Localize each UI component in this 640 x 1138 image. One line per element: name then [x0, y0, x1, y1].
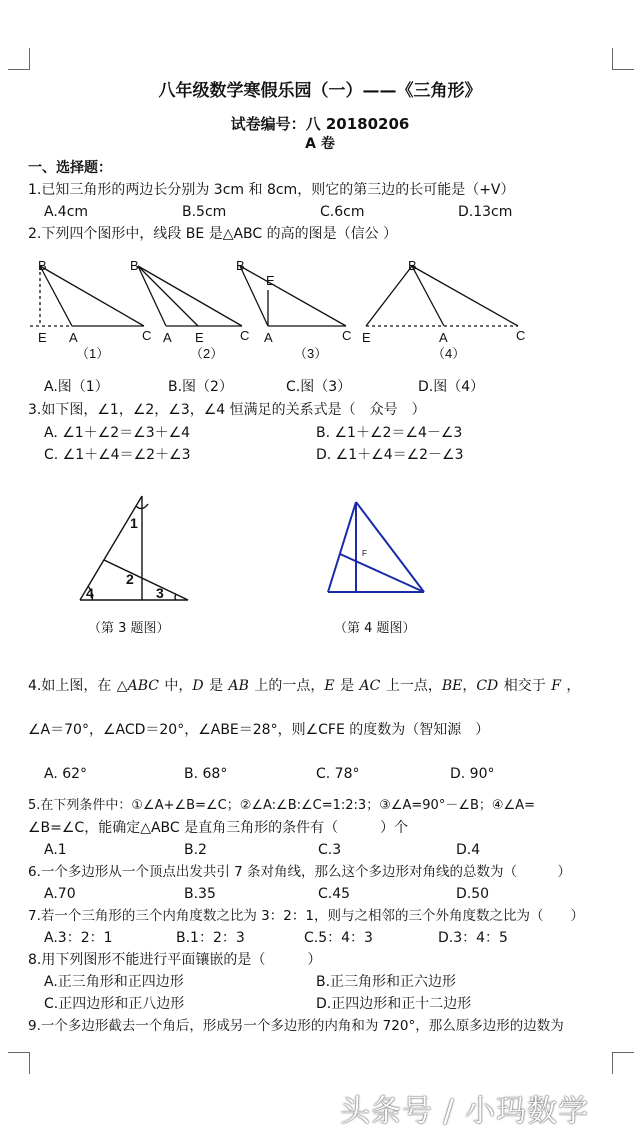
fig4q2-caption: （4） — [432, 346, 466, 361]
fig-q3-arc-3 — [175, 594, 176, 600]
fig1-label-c: C — [142, 328, 152, 343]
fig1-label-e: E — [38, 330, 47, 345]
fig4q2-label-e: E — [362, 330, 371, 345]
fig3q2-label-e: E — [266, 273, 275, 288]
fig3q2-caption: （3） — [294, 346, 328, 361]
q4-text-6: ， — [462, 678, 477, 694]
q6-option-c: C.45 — [318, 886, 351, 902]
fig-q3-label-1: 1 — [130, 515, 138, 531]
q4-text-7: 相交于 — [498, 678, 552, 694]
volume-label: A 卷 — [305, 136, 335, 152]
q2-option-a: A.图（1） — [44, 379, 109, 395]
fig-q4-cevian-be — [340, 554, 424, 592]
document-title: 八年级数学寒假乐园（一）——《三角形》 — [158, 81, 482, 101]
question-3-stem: 3.如下图，∠1，∠2，∠3，∠4 恒满足的关系式是（ 众号 ） — [28, 402, 426, 418]
q4-text-1: 中， — [158, 678, 193, 694]
fig2-label-b: B — [130, 258, 139, 273]
question-2-stem: 2.下列四个图形中，线段 BE 是△ABC 的高的图是（信公 ） — [28, 226, 398, 242]
q4-var-e: E — [324, 678, 335, 694]
q4-var-f: F — [551, 678, 561, 694]
q7-option-d: D.3：4：5 — [438, 930, 508, 946]
fig2-label-e: E — [195, 330, 204, 345]
q3-option-b: B. ∠1＋∠2＝∠4－∠3 — [316, 425, 463, 441]
fig2-side-ba — [138, 266, 166, 326]
q3-option-d: D. ∠1＋∠4＝∠2－∠3 — [316, 447, 464, 463]
fig3q2-side-bc — [240, 266, 346, 326]
q4-text-5: 上一点， — [380, 678, 442, 694]
q1-option-c: C.6cm — [320, 204, 365, 220]
figure-question-3 — [70, 490, 210, 610]
q5-option-c: C.3 — [318, 842, 342, 858]
q4-option-b: B. 68° — [184, 766, 228, 782]
fig-q4-label-f: F — [362, 549, 367, 558]
q4-option-d: D. 90° — [450, 766, 495, 782]
q3-option-a: A. ∠1＋∠2＝∠3＋∠4 — [44, 425, 191, 441]
fig2-side-bc — [138, 266, 242, 326]
q6-option-a: A.70 — [44, 886, 76, 902]
q4-var-cd: CD — [476, 678, 499, 694]
fig-q3-label-3: 3 — [156, 585, 164, 601]
fig3q2-side-ba — [240, 266, 268, 326]
question-1-stem: 1.已知三角形的两边长分别为 3cm 和 8cm，则它的第三边的长可能是（+V） — [28, 182, 515, 198]
q1-option-b: B.5cm — [182, 204, 227, 220]
q8-option-a: A.正三角形和正四边形 — [44, 974, 184, 990]
fig4q2-label-a: A — [439, 330, 448, 345]
q2-option-d: D.图（4） — [418, 379, 485, 395]
fig-q4-side-right — [356, 502, 424, 592]
q4-text-2: 是 — [203, 678, 229, 694]
fig3q2-label-a: A — [264, 330, 273, 345]
question-4-line-1 — [28, 676, 580, 696]
q2-option-c: C.图（3） — [286, 379, 352, 395]
q8-option-c: C.正四边形和正八边形 — [44, 996, 185, 1012]
q4-option-a: A. 62° — [44, 766, 88, 782]
crop-mark-bottom-right — [612, 1052, 634, 1074]
q4-var-ac: AC — [359, 678, 381, 694]
figure-3-caption: （第 3 题图） — [88, 621, 170, 636]
question-5-line-2: ∠B=∠C，能确定△ABC 是直角三角形的条件有（ ）个 — [28, 820, 409, 836]
q4-var-be: BE — [441, 678, 463, 694]
q4-var-ab: AB — [228, 678, 249, 694]
q6-option-d: D.50 — [456, 886, 490, 902]
crop-mark-top-right — [612, 48, 634, 70]
q4-var-abc: ABC — [127, 678, 159, 694]
fig1-label-b: B — [38, 258, 47, 273]
q2-figures — [20, 250, 620, 370]
question-8-stem: 8.用下列图形不能进行平面镶嵌的是（ ） — [28, 952, 322, 968]
fig1-label-a: A — [69, 330, 78, 345]
watermark: 头条号 / 小玛数学 — [340, 1094, 590, 1129]
question-7-stem: 7.若一个三角形的三个内角度数之比为 3：2：1，则与之相邻的三个外角度数之比为（ ） — [28, 908, 584, 924]
crop-mark-bottom-left — [8, 1052, 30, 1074]
question-6-stem: 6.一个多边形从一个顶点出发共引 7 条对角线，那么这个多边形对角线的总数为（ ） — [28, 864, 572, 880]
fig2-caption: （2） — [190, 346, 224, 361]
q8-option-d: D.正四边形和正十二边形 — [316, 996, 472, 1012]
fig-q4-side-left — [328, 502, 356, 592]
crop-mark-top-left — [8, 48, 30, 70]
q7-option-b: B.1：2：3 — [176, 930, 245, 946]
fig2-label-a: A — [163, 330, 172, 345]
question-9-stem: 9.一个多边形截去一个角后，形成另一个多边形的内角和为 720°，那么原多边形的边数为 — [28, 1018, 564, 1034]
fig1-caption: （1） — [76, 346, 110, 361]
q3-option-c: C. ∠1＋∠4＝∠2＋∠3 — [44, 447, 191, 463]
fig4q2-label-c: C — [516, 328, 526, 343]
fig-q3-label-4: 4 — [86, 585, 94, 601]
q1-option-d: D.13cm — [458, 204, 513, 220]
q4-text-3: 上的一点， — [248, 678, 325, 694]
paper-code: 试卷编号：八 20180206 — [230, 115, 410, 133]
q7-option-c: C.5：4：3 — [304, 930, 373, 946]
q2-option-b: B.图（2） — [168, 379, 233, 395]
fig-q3-label-2: 2 — [126, 571, 134, 587]
q4-var-d: D — [192, 678, 204, 694]
fig3q2-label-c: C — [342, 328, 352, 343]
fig4q2-label-b: B — [408, 258, 417, 273]
question-4-line-2: ∠A＝70°，∠ACD＝20°，∠ABE＝28°，则∠CFE 的度数为（智知源 ） — [28, 722, 490, 738]
fig4q2-side-be — [366, 266, 412, 326]
figure-question-4 — [322, 496, 432, 596]
question-5-line-1: 5.在下列条件中：①∠A+∠B=∠C；②∠A:∠B:∠C=1:2:3；③∠A=90°－∠B；④∠A= — [28, 798, 536, 813]
q7-option-a: A.3：2：1 — [44, 930, 113, 946]
fig3q2-label-b: B — [236, 258, 245, 273]
q1-option-a: A.4cm — [44, 204, 89, 220]
q8-option-b: B.正三角形和正六边形 — [316, 974, 457, 990]
q5-option-d: D.4 — [456, 842, 481, 858]
q5-option-a: A.1 — [44, 842, 67, 858]
q4-option-c: C. 78° — [316, 766, 360, 782]
q5-option-b: B.2 — [184, 842, 207, 858]
section-heading: 一、选择题： — [28, 160, 112, 176]
q4-text-end: ， — [560, 678, 581, 694]
q4-prefix: 4.如上图，在 △ — [28, 678, 128, 694]
q6-option-b: B.35 — [184, 886, 216, 902]
q4-text-4: 是 — [334, 678, 360, 694]
fig2-label-c: C — [240, 328, 250, 343]
figure-4-caption: （第 4 题图） — [334, 621, 416, 636]
